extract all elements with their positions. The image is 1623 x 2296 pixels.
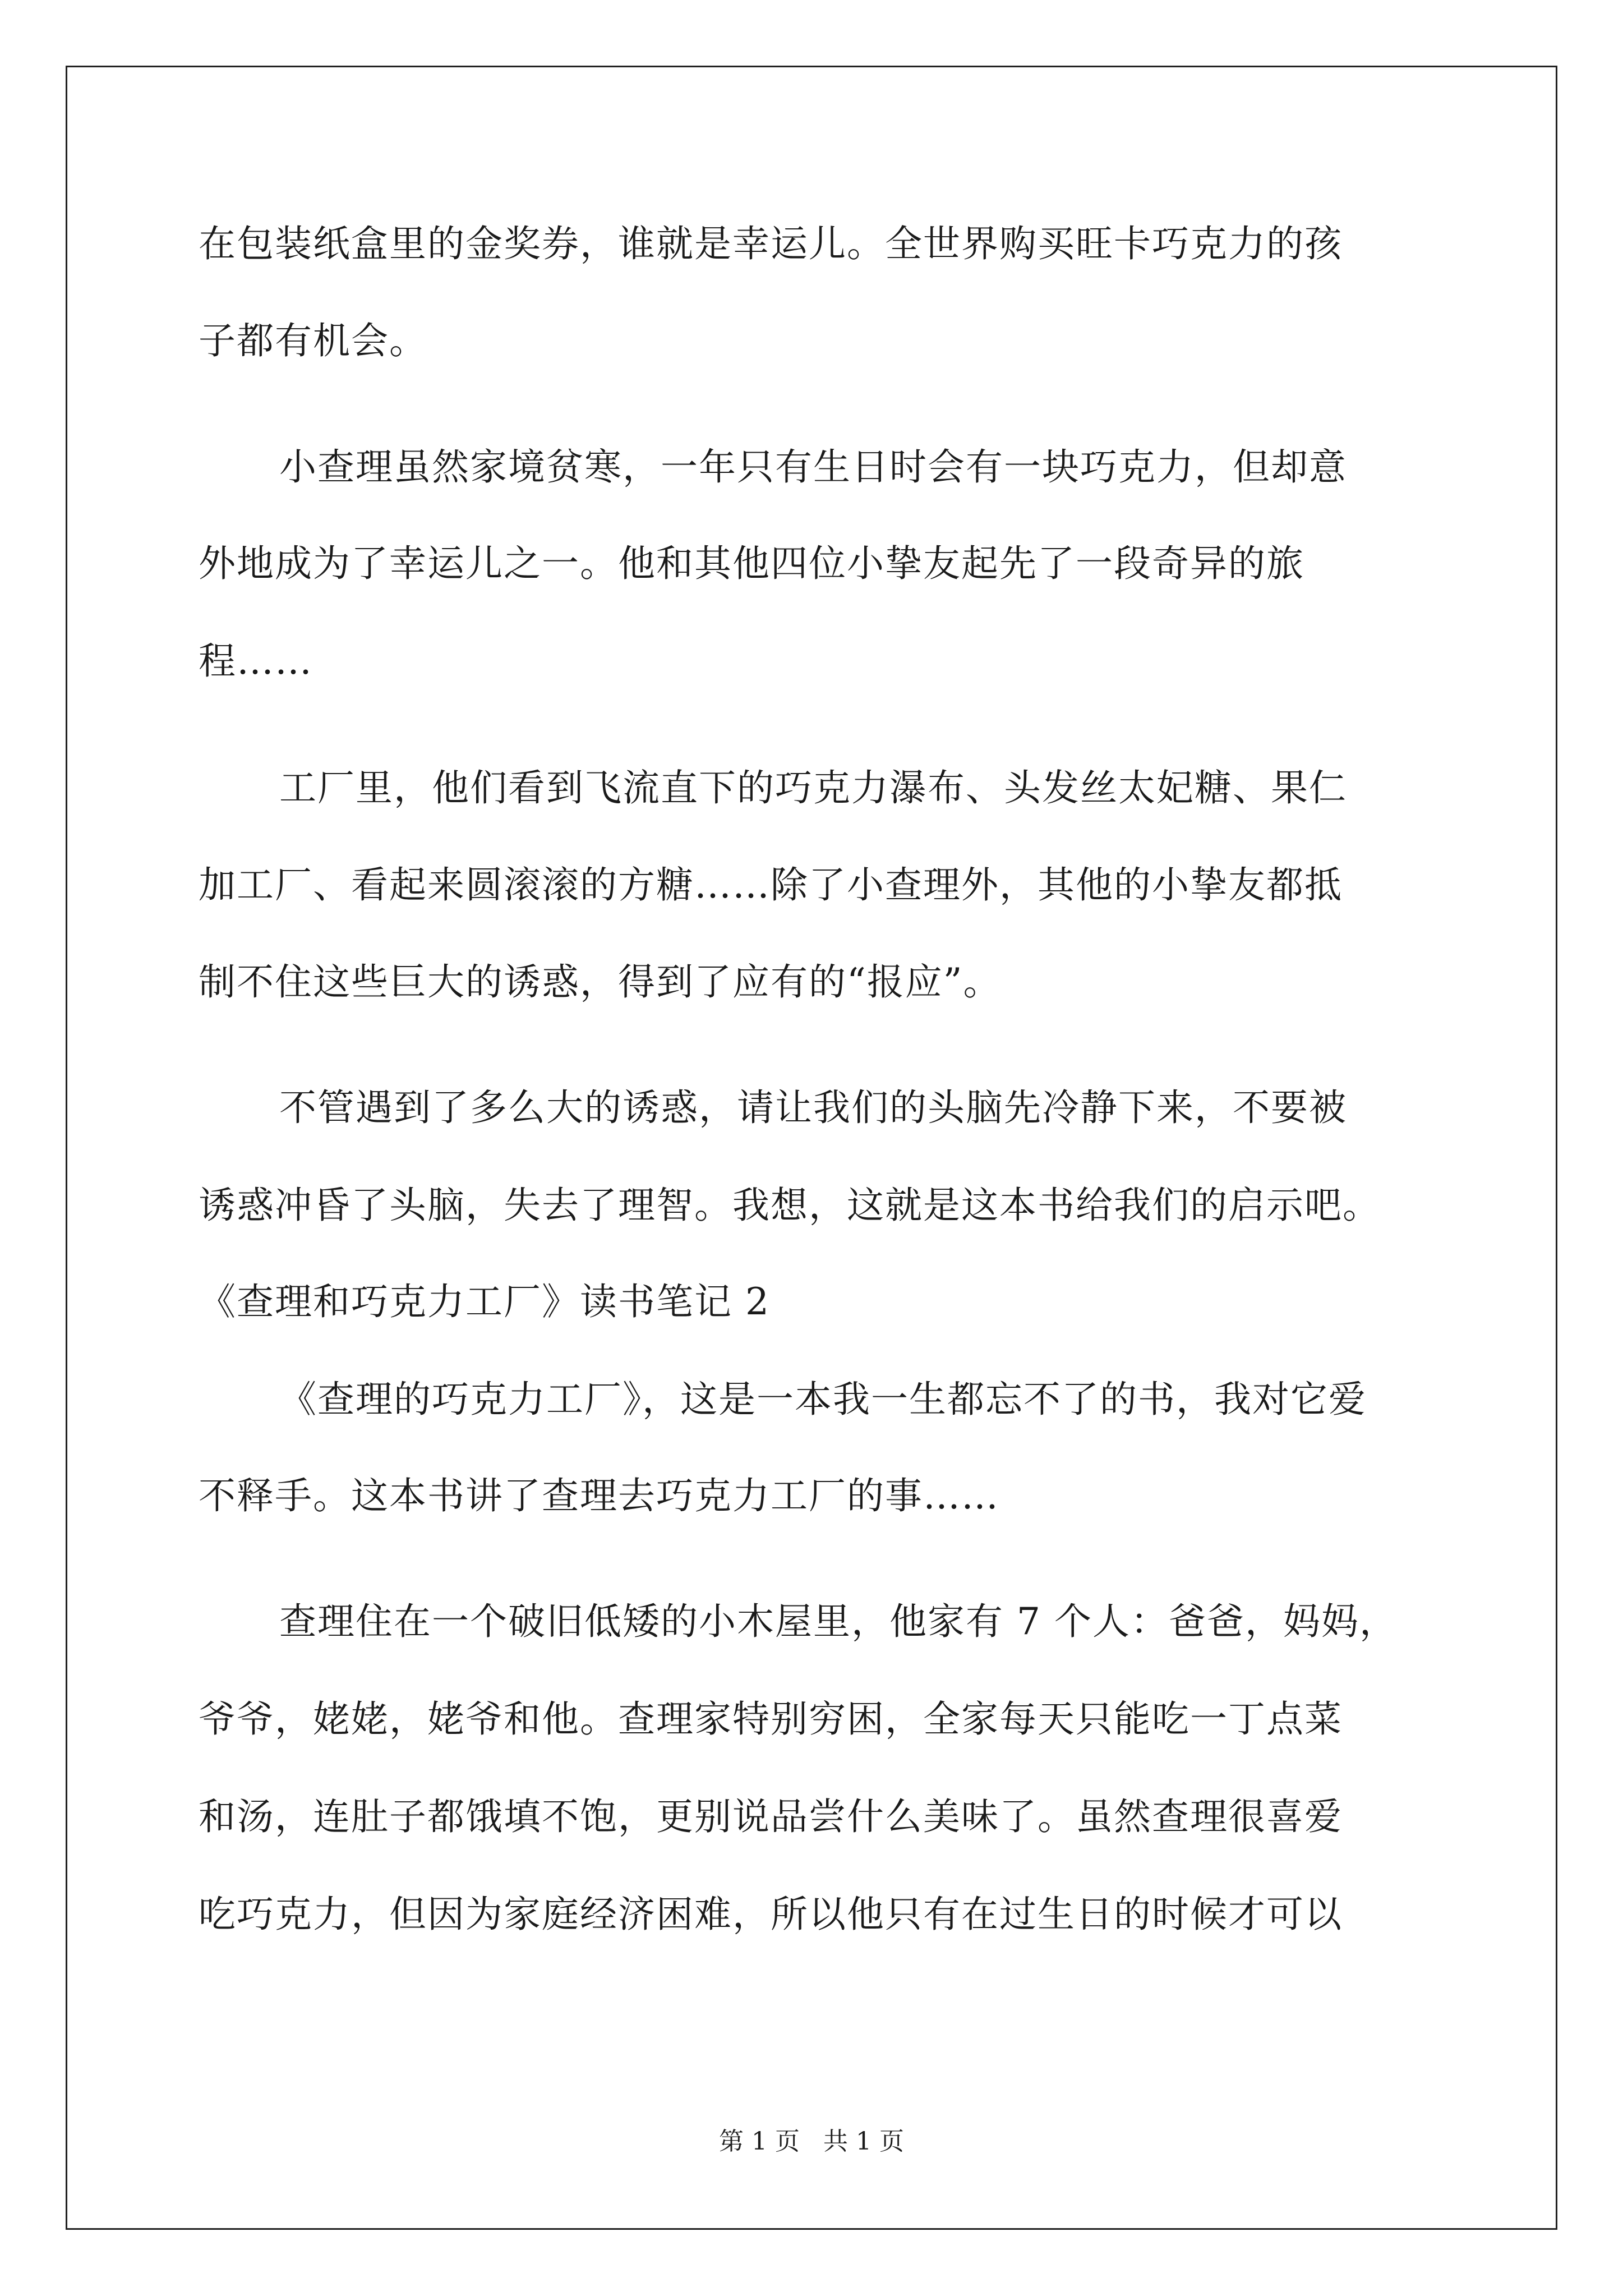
paragraph-line: 子都有机会。 [199,319,427,362]
paragraph-line: 外地成为了幸运儿之一。他和其他四位小挚友起先了一段奇异的旅 [199,542,1304,585]
paragraph-line: 爷爷，姥姥，姥爷和他。查理家特别穷困，全家每天只能吃一丁点菜 [199,1697,1343,1741]
paragraph-line: 吃巧克力，但因为家庭经济困难，所以他只有在过生日的时候才可以 [199,1893,1343,1936]
paragraph-line: 《查理的巧克力工厂》，这是一本我一生都忘不了的书，我对它爱 [279,1378,1367,1421]
paragraph-line: 在包装纸盒里的金奖券，谁就是幸运儿。全世界购买旺卡巧克力的孩 [199,222,1343,265]
page-number-footer: 第 1 页 共 1 页 [719,2127,904,2156]
paragraph-line: 诱惑冲昏了头脑，失去了理智。我想，这就是这本书给我们的启示吧。 [199,1184,1381,1227]
paragraph-line: 和汤，连肚子都饿填不饱，更别说品尝什么美味了。虽然查理很喜爱 [199,1795,1343,1838]
paragraph-line: 工厂里，他们看到飞流直下的巧克力瀑布、头发丝太妃糖、果仁 [279,766,1347,809]
paragraph-line: 查理住在一个破旧低矮的小木屋里，他家有 7 个人：爸爸，妈妈， [279,1600,1398,1643]
paragraph-line: 小查理虽然家境贫寒，一年只有生日时会有一块巧克力，但却意 [279,445,1347,489]
paragraph-line: 程…… [199,639,313,683]
section-heading: 《查理和巧克力工厂》读书笔记 2 [199,1280,770,1323]
paragraph-line: 加工厂、看起来圆滚滚的方糖……除了小查理外，其他的小挚友都抵 [199,863,1343,907]
paragraph-line: 制不住这些巨大的诱惑，得到了应有的“报应”。 [199,960,1002,1004]
paragraph-line: 不管遇到了多么大的诱惑，请让我们的头脑先冷静下来，不要被 [279,1086,1347,1129]
paragraph-line: 不释手。这本书讲了查理去巧克力工厂的事…… [199,1474,999,1517]
